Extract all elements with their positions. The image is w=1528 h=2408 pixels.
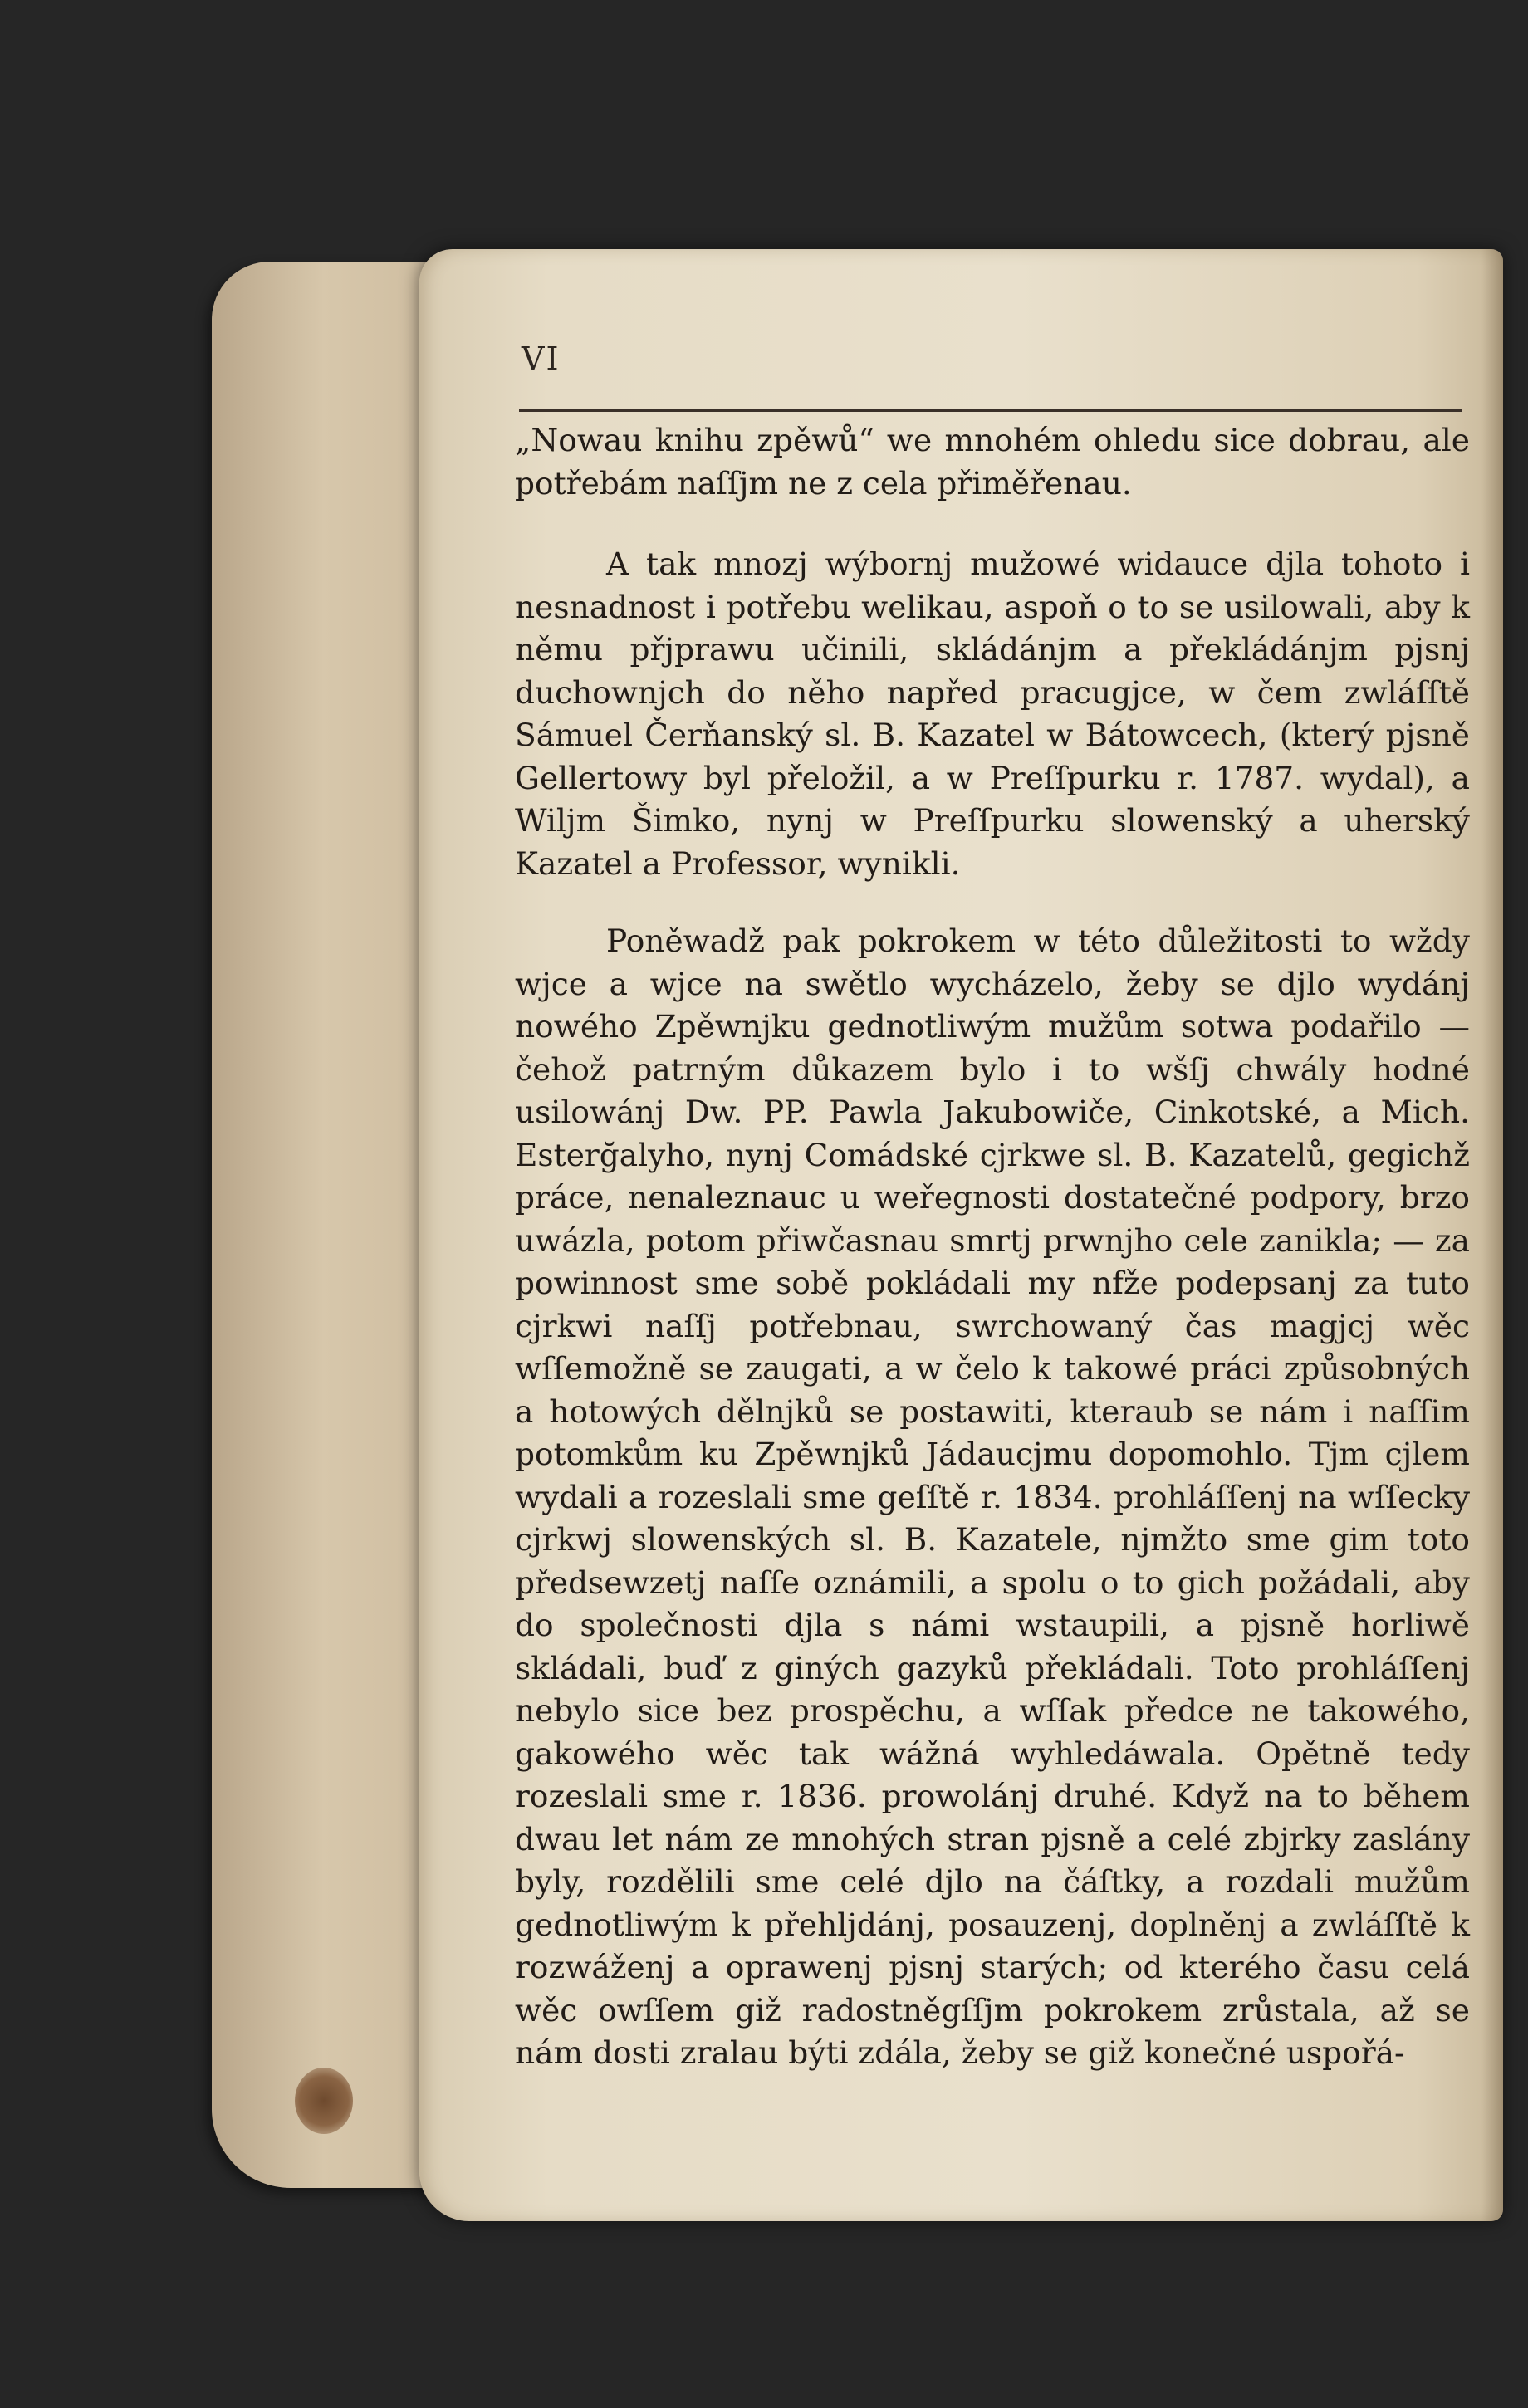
paper-stain [295, 2068, 353, 2134]
paragraph: Poněwadž pak pokrokem w této důležitosti to wždy wjce a wjce na swětlo wycházelo, žeby se djlo wydánj nowého Zpěwnjku gednotliwým mužům sotwa podařilo — čehož patrným důkazem bylo i to wšſj chwály hodné usilowánj Dw. PP. Pawla Jakubowiče, Cinkotské, a Mich. Esterğalyho, nynj Comádské cjrkwe sl. B. Kazatelů, gegichž práce, nenaleznauc u weřegnosti dostatečné podpory, brzo uwázla, potom přiwčasnau smrtj prwnjho cele zanikla; — za powinnost sme sobě pokládali my nfže podepsanj za tuto cjrkwi naſſj potřebnau, swrchowaný čas magjcj wěc wſſemožně se zaugati, a w čelo k takowé práci způsobných a hotowých dělnjků se postawiti, kteraub se nám i naſſim potomkům ku Zpěwnjků Jádaucjmu dopomohlo. Tjm cjlem wydali a rozeslali sme geſſtě r. 1834. prohláſſenj na wſſecky cjrkwj slowenských sl. B. Kazatele, njmžto sme gim toto předsewzetj naſſe oznámili, a spolu o to gich požádali, aby do společnosti djla s námi wstaupili, a pjsně horliwě skládali, buď z giných gazyků překládali. Toto prohláſſenj nebylo sice bez prospěchu, a wſſak předce ne takowého, gakowého wěc tak wážná wyhledáwala. Opětně tedy rozeslali sme r. 1836. prowolánj druhé. Když na to během dwau let nám ze mnohých stran pjsně a celé zbjrky zaslány byly, rozdělili sme celé djlo na čáſtky, a rozdali mužům gednotliwým k přehljdánj, posauzenj, doplněnj a zwláſſtě k rozwáženj a oprawenj pjsnj starých; od kterého času celá wěc owſſem giž radostněgſſjm pokrokem zrůstala, až se nám dosti zralau býti zdála, žeby se giž konečné uspořá- [515, 923, 1470, 2071]
paragraph: A tak mnozj wýbornj mužowé widauce djla tohoto i nesnadnost i potřebu welikau, aspoň o to se usilowali, aby k němu přjprawu učinili, skládánjm a překládánjm pjsnj duchownjch do něho napřed pracugjce, w čem zwláſſtě Sámuel Čerňanský sl. B. Kazatel w Bátowcech, (který pjsně Gellertowy byl přeložil, a w Preſſpurku r. 1787. wydal), a Wiljm Šimko, nynj w Preſſpurku slowenský a uherský Kazatel a Professor, wynikli. [515, 546, 1470, 882]
body-text [515, 419, 1470, 2075]
paragraph: „Nowau knihu zpěwů“ we mnohém ohledu sice dobrau, ale potřebám naſſjm ne z cela přiměřenau. [515, 422, 1470, 502]
page-gutter-shadow [1481, 249, 1503, 2221]
page-number: VI [522, 340, 561, 377]
header-rule [519, 409, 1462, 412]
